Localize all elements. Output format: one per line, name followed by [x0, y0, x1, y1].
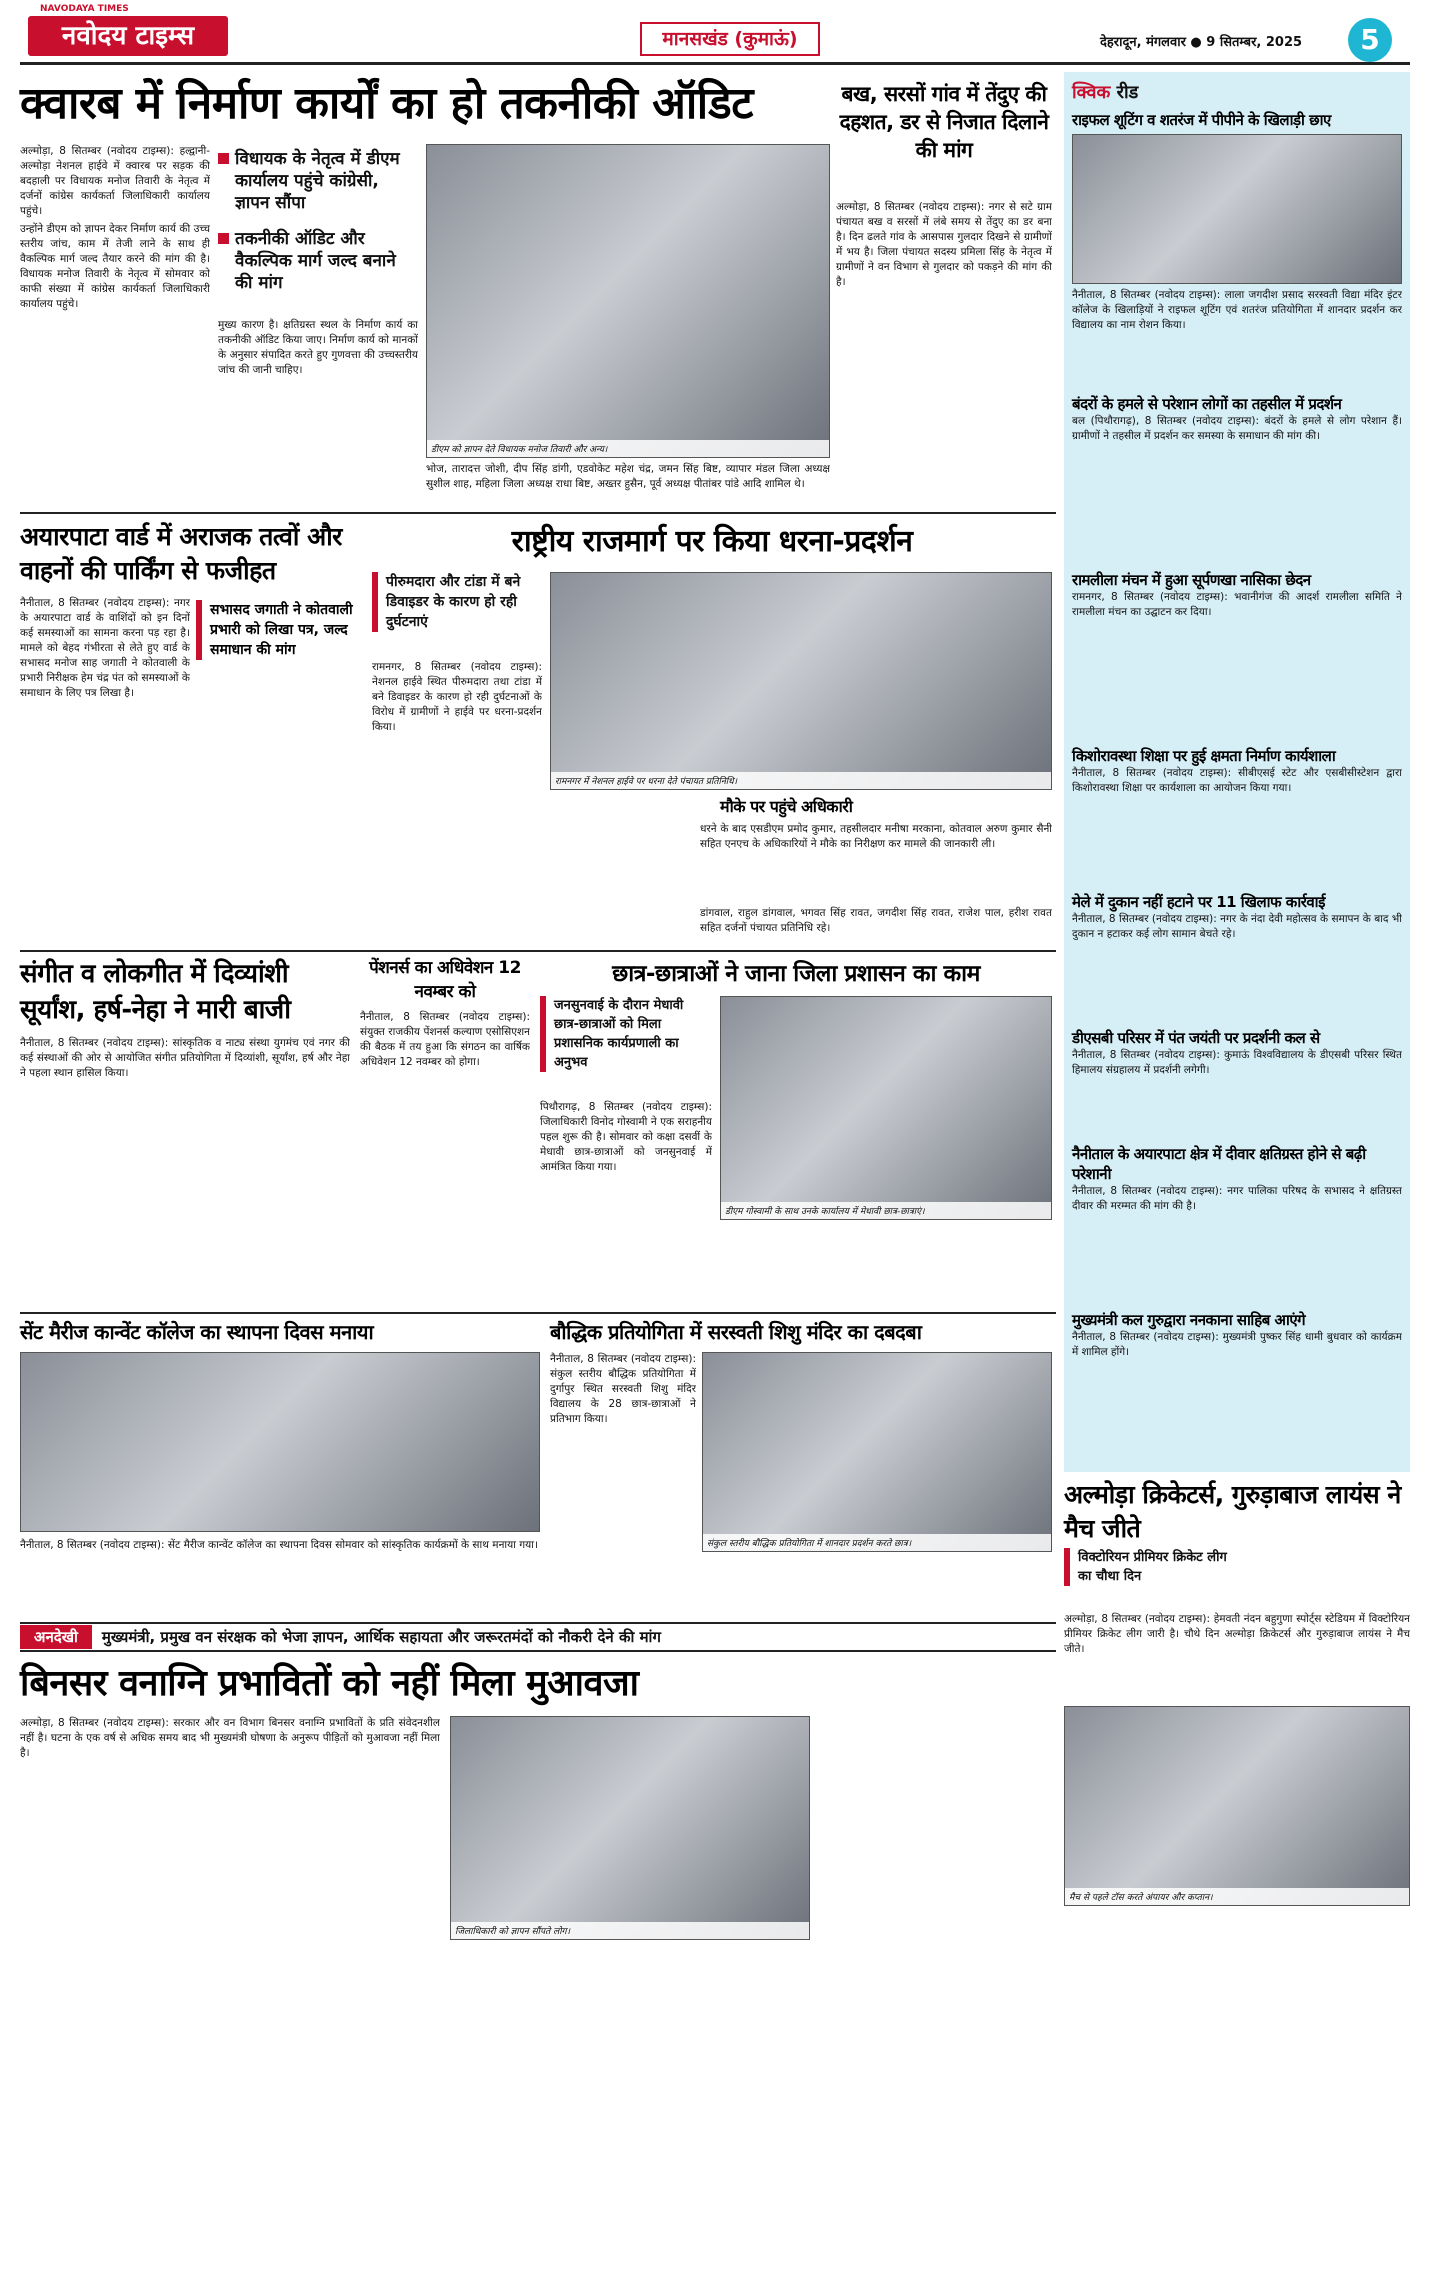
dharna-photo	[550, 572, 1052, 790]
dharna-sub-text: पीरुमदारा और टांडा में बने डिवाइडर के कारण हो रही दुर्घटनाएं	[386, 574, 521, 630]
dharna-sub	[372, 572, 542, 632]
qr-photo-1	[1072, 134, 1402, 284]
cricket-sub	[1064, 1548, 1236, 1586]
bauddhik-photo	[702, 1352, 1052, 1552]
students-body: पिथौरागढ़, 8 सितम्बर (नवोदय टाइम्स): जिलाधिकारी विनोद गोस्वामी ने एक सराहनीय पहल शुरू की है। सोमवार को कक्षा दसवीं के मेधावी छात्र-छात्राओं को जनसुनवाई में आमंत्रित किया गया।	[540, 1101, 712, 1173]
qr-headline-3: रामलीला मंचन में हुआ सूर्पणखा नासिका छेदन	[1072, 571, 1311, 589]
binsar-photo	[450, 1716, 810, 1940]
lead-dateline: अल्मोड़ा, 8 सितम्बर (नवोदय टाइम्स): हल्द्वानी-अल्मोड़ा नेशनल हाईवे में क्वारब पर सड़क की बदहाली पर विधायक मनोज तिवारी के नेतृत्व में दर्जनों कांग्रेस कार्यकर्ता जिलाधिकारी कार्यालय पहुंचे।	[20, 145, 210, 217]
ayarpata-sub	[196, 600, 360, 660]
cricket-sub-text: विक्टोरियन प्रीमियर क्रिकेट लीग का चौथा दिन	[1078, 1550, 1227, 1584]
brand-logo: नवोदय टाइम्स	[28, 16, 228, 56]
binsar-headline: बिनसर वनाग्नि प्रभावितों को नहीं मिला मुआवजा	[20, 1663, 639, 1704]
date-line: देहरादून, मंगलवार ● 9 सितम्बर, 2025	[1100, 35, 1303, 50]
lead-bullets	[218, 148, 418, 294]
dharna-sub-2: मौके पर पहुंचे अधिकारी	[720, 797, 853, 816]
qr-headline-7: नैनीताल के अयारपाटा क्षेत्र में दीवार क्षतिग्रस्त होने से बढ़ी परेशानी	[1072, 1145, 1366, 1183]
quick-read-label-2: रीड	[1116, 82, 1139, 103]
brand-small: NAVODAYA TIMES	[40, 4, 129, 14]
quick-read-label-1: क्विक	[1072, 82, 1111, 103]
ayarpata-headline: अयारपाटा वार्ड में अराजक तत्वों और वाहनों की पार्किंग से फजीहत	[20, 522, 342, 585]
cricket-body: अल्मोड़ा, 8 सितम्बर (नवोदय टाइम्स): हेमवती नंदन बहुगुणा स्पोर्ट्स स्टेडियम में विक्टोरियन प्रीमियर क्रिकेट लीग जारी है। चौथे दिन अल्मोड़ा क्रिकेटर्स और गुरुड़ाबाज लायंस ने मैच जीते।	[1064, 1613, 1410, 1655]
students-photo	[720, 996, 1052, 1220]
qr-headline-1: राइफल शूटिंग व शतरंज में पीपीने के खिलाड़ी छाए	[1072, 111, 1331, 129]
lead-body-1: उन्होंने डीएम को ज्ञापन देकर निर्माण कार्य की उच्च स्तरीय जांच, काम में तेजी लाने के साथ ही वैकल्पिक मार्ग जल्द तैयार करने की मांग की है। विधायक मनोज तिवारी के नेतृत्व में सोमवार को काफी संख्या में कांग्रेस कार्यकर्ता जिलाधिकारी कार्यालय पहुंचे।	[20, 223, 210, 310]
cricket-headline: अल्मोड़ा क्रिकेटर्स, गुरुड़ाबाज लायंस ने मैच जीते	[1064, 1480, 1401, 1543]
lead-bullet-1: विधायक के नेतृत्व में डीएम कार्यालय पहुंचे कांग्रेसी, ज्ञापन सौंपा	[218, 148, 418, 214]
bauddhik-body: नैनीताल, 8 सितम्बर (नवोदय टाइम्स): संकुल स्तरीय बौद्धिक प्रतियोगिता में दुर्गापुर स्थित सरस्वती शिशु मंदिर विद्यालय के 28 छात्र-छात्राओं ने प्रतिभाग किया।	[550, 1353, 696, 1425]
qr-body-3: रामनगर, 8 सितम्बर (नवोदय टाइम्स): भवानीगंज की आदर्श रामलीला समिति ने रामलीला मंचन का उद्घाटन कर दिया।	[1072, 591, 1402, 618]
sangeet-body: नैनीताल, 8 सितम्बर (नवोदय टाइम्स): सांस्कृतिक व नाट्य संस्था युगमंच एवं नगर की कई संस्थाओं की ओर से आयोजित संगीत प्रतियोगिता में दिव्यांशी, सूर्यांश, हर्ष और नेहा ने पहला स्थान हासिल किया।	[20, 1037, 350, 1079]
stmary-headline: सेंट मैरीज कान्वेंट कॉलेज का स्थापना दिवस मनाया	[20, 1320, 374, 1344]
bauddhik-photo-caption: संकुल स्तरीय बौद्धिक प्रतियोगिता में शानदार प्रदर्शन करते छात्र।	[703, 1534, 1051, 1551]
students-sub-text: जनसुनवाई के दौरान मेधावी छात्र-छात्राओं को मिला प्रशासनिक कार्यप्रणाली का अनुभव	[554, 998, 684, 1070]
qr-body-1: नैनीताल, 8 सितम्बर (नवोदय टाइम्स): लाला जगदीश प्रसाद सरस्वती विद्या मंदिर इंटर कॉलेज के खिलाड़ियों ने राइफल शूटिंग एवं शतरंज प्रतियोगिता में शानदार प्रदर्शन कर विद्यालय का नाम रोशन किया।	[1072, 289, 1402, 331]
qr-body-4: नैनीताल, 8 सितम्बर (नवोदय टाइम्स): सीबीएसई स्टेट और एसबीसीस्टेशन द्वारा किशोरावस्था शिक्षा पर कार्यशाला का आयोजन किया गया।	[1072, 767, 1402, 794]
qr-body-5: नैनीताल, 8 सितम्बर (नवोदय टाइम्स): नगर के नंदा देवी महोत्सव के समापन के बाद भी दुकान न हटाकर कई लोग सामान बेचते रहे।	[1072, 913, 1402, 940]
lead-headline: क्वारब में निर्माण कार्यों का हो तकनीकी ऑडिट	[20, 78, 753, 129]
dharna-footer: डांगवाल, राहुल डांगवाल, भगवत सिंह रावत, जगदीश सिंह रावत, राजेश पाल, हरीश रावत सहित दर्जनों पंचायत प्रतिनिधि रहे।	[700, 907, 1052, 934]
qr-body-7: नैनीताल, 8 सितम्बर (नवोदय टाइम्स): नगर पालिका परिषद के सभासद ने क्षतिग्रस्त दीवार की मरम्मत की मांग की है।	[1072, 1185, 1402, 1212]
ayarpata-body: नैनीताल, 8 सितम्बर (नवोदय टाइम्स): नगर के अयारपाटा वार्ड के वाशिंदों को इन दिनों कई समस्याओं का सामना करना पड़ रहा है। मामले को बेहद गंभीरता से लेते हुए वार्ड के सभासद मनोज साह जगाती ने कोतवाली के प्रभारी निरीक्षक हेम चंद्र पंत को समस्याओं के समाधान के लिए पत्र लिखा है।	[20, 597, 190, 699]
students-sub	[540, 996, 712, 1072]
bauddhik-headline: बौद्धिक प्रतियोगिता में सरस्वती शिशु मंदिर का दबदबा	[550, 1320, 922, 1344]
leopard-headline: बख, सरसों गांव में तेंदुए की दहशत, डर से निजात दिलाने की मांग	[839, 82, 1049, 162]
lead-photo-caption: डीएम को ज्ञापन देते विधायक मनोज तिवारी और अन्य।	[427, 440, 829, 457]
stmary-body: नैनीताल, 8 सितम्बर (नवोदय टाइम्स): सेंट मैरीज कान्वेंट कॉलेज का स्थापना दिवस सोमवार को सांस्कृतिक कार्यक्रमों के साथ मनाया गया।	[20, 1539, 538, 1551]
cricket-photo-caption: मैच से पहले टॉस करते अंपायर और कप्तान।	[1065, 1888, 1409, 1905]
pension-body: नैनीताल, 8 सितम्बर (नवोदय टाइम्स): संयुक्त राजकीय पेंशनर्स कल्याण एसोसिएशन की बैठक में तय हुआ कि संगठन का वार्षिक अधिवेशन 12 नवम्बर को होगा।	[360, 1011, 530, 1068]
qr-headline-4: किशोरावस्था शिक्षा पर हुई क्षमता निर्माण कार्यशाला	[1072, 747, 1336, 765]
qr-body-6: नैनीताल, 8 सितम्बर (नवोदय टाइम्स): कुमाऊं विश्वविद्यालय के डीएसबी परिसर स्थित हिमालय संग्रहालय में प्रदर्शनी लगेगी।	[1072, 1049, 1402, 1076]
lead-col-1	[20, 144, 210, 506]
masthead	[0, 0, 1429, 70]
binsar-body: अल्मोड़ा, 8 सितम्बर (नवोदय टाइम्स): सरकार और वन विभाग बिनसर वनाग्नि प्रभावितों के प्रति संवेदनशील नहीं है। घटना के एक वर्ष से अधिक समय बाद भी मुख्यमंत्री घोषणा के अनुरूप पीड़ितों को मुआवजा नहीं मिला है।	[20, 1717, 440, 1759]
section-title: मानसखंड (कुमाऊं)	[640, 22, 820, 56]
leopard-body: अल्मोड़ा, 8 सितम्बर (नवोदय टाइम्स): नगर से सटे ग्राम पंचायत बख व सरसों में लंबे समय से तेंदुए का डर बना है। दिन ढलते गांव के आसपास गुलदार दिखने से ग्रामीणों में भय है। जिला पंचायत सदस्य प्रमिला सिंह के नेतृत्व में ग्रामीणों ने वन विभाग से गुलदार को पकड़ने की मांग की है।	[836, 201, 1052, 288]
ayarpata-sub-text: सभासद जगाती ने कोतवाली प्रभारी को लिखा पत्र, जल्द समाधान की मांग	[210, 602, 353, 658]
lead-bullet-2: तकनीकी ऑडिट और वैकल्पिक मार्ग जल्द बनाने की मांग	[218, 228, 418, 294]
dharna-body-2: धरने के बाद एसडीएम प्रमोद कुमार, तहसीलदार मनीषा मरकाना, कोतवाल अरुण कुमार सैनी सहित एनएच के अधिकारियों ने मौके का निरीक्षण कर मामले की जानकारी ली।	[700, 823, 1052, 850]
qr-headline-2: बंदरों के हमले से परेशान लोगों का तहसील में प्रदर्शन	[1072, 395, 1342, 413]
qr-headline-6: डीएसबी परिसर में पंत जयंती पर प्रदर्शनी कल से	[1072, 1029, 1320, 1047]
qr-body-2: बल (पिथौरागढ़), 8 सितम्बर (नवोदय टाइम्स): बंदरों के हमले से लोग परेशान हैं। ग्रामीणों ने तहसील में प्रदर्शन कर समस्या के समाधान की मांग की।	[1072, 415, 1402, 442]
stmary-photo	[20, 1352, 540, 1532]
qr-body-8: नैनीताल, 8 सितम्बर (नवोदय टाइम्स): मुख्यमंत्री पुष्कर सिंह धामी बुधवार को कार्यक्रम में शामिल होंगे।	[1072, 1331, 1402, 1358]
binsar-photo-caption: जिलाधिकारी को ज्ञापन सौंपते लोग।	[451, 1922, 809, 1939]
page-number: 5	[1348, 18, 1392, 62]
sangeet-headline: संगीत व लोकगीत में दिव्यांशी सूर्यांश, हर्ष-नेहा ने मारी बाजी	[20, 959, 291, 1025]
lead-col-2: मुख्य कारण है। क्षतिग्रस्त स्थल के निर्माण कार्य का तकनीकी ऑडिट किया जाए। निर्माण कार्य को मानकों के अनुसार संपादित करते हुए गुणवत्ता की उच्चस्तरीय जांच की जानी चाहिए।	[218, 319, 418, 376]
dharna-photo-caption: रामनगर में नेशनल हाईवे पर धरना देते पंचायत प्रतिनिधि।	[551, 772, 1051, 789]
pension-headline: पेंशनर्स का अधिवेशन 12 नवम्बर को	[369, 958, 521, 1002]
dharna-body: रामनगर, 8 सितम्बर (नवोदय टाइम्स): नेशनल हाईवे स्थित पीरुमदारा तथा टांडा में बने डिवाइडर के कारण हो रही दुर्घटनाओं के विरोध में ग्रामीणों ने हाईवे पर धरना-प्रदर्शन किया।	[372, 661, 542, 733]
quick-read-label	[1072, 80, 1402, 104]
qr-headline-5: मेले में दुकान नहीं हटाने पर 11 खिलाफ कार्रवाई	[1072, 893, 1325, 911]
strip-text: मुख्यमंत्री, प्रमुख वन संरक्षक को भेजा ज्ञापन, आर्थिक सहायता और जरूरतमंदों को नौकरी देने की मांग	[101, 1628, 661, 1646]
qr-headline-8: मुख्यमंत्री कल गुरुद्वारा ननकाना साहिब आएंगे	[1072, 1311, 1306, 1329]
neglect-strip	[20, 1622, 1056, 1652]
strip-tag: अनदेखी	[20, 1625, 92, 1649]
dharna-headline: राष्ट्रीय राजमार्ग पर किया धरना-प्रदर्शन	[511, 524, 913, 559]
lead-photo-footer: भोज, तारादत्त जोशी, दीप सिंह डांगी, एडवोकेट महेश चंद्र, जमन सिंह बिष्ट, व्यापार मंडल जिला अध्यक्ष सुशील शाह, महिला जिला अध्यक्ष राधा बिष्ट, अख्तर हुसैन, पूर्व अध्यक्ष पीतांबर पांडे आदि शामिल थे।	[426, 463, 830, 490]
students-headline: छात्र-छात्राओं ने जाना जिला प्रशासन का काम	[612, 961, 980, 987]
quick-read-column	[1064, 72, 1410, 1472]
lead-photo	[426, 144, 830, 458]
cricket-photo	[1064, 1706, 1410, 1906]
students-photo-caption: डीएम गोस्वामी के साथ उनके कार्यालय में मेधावी छात्र-छात्राएं।	[721, 1202, 1051, 1219]
